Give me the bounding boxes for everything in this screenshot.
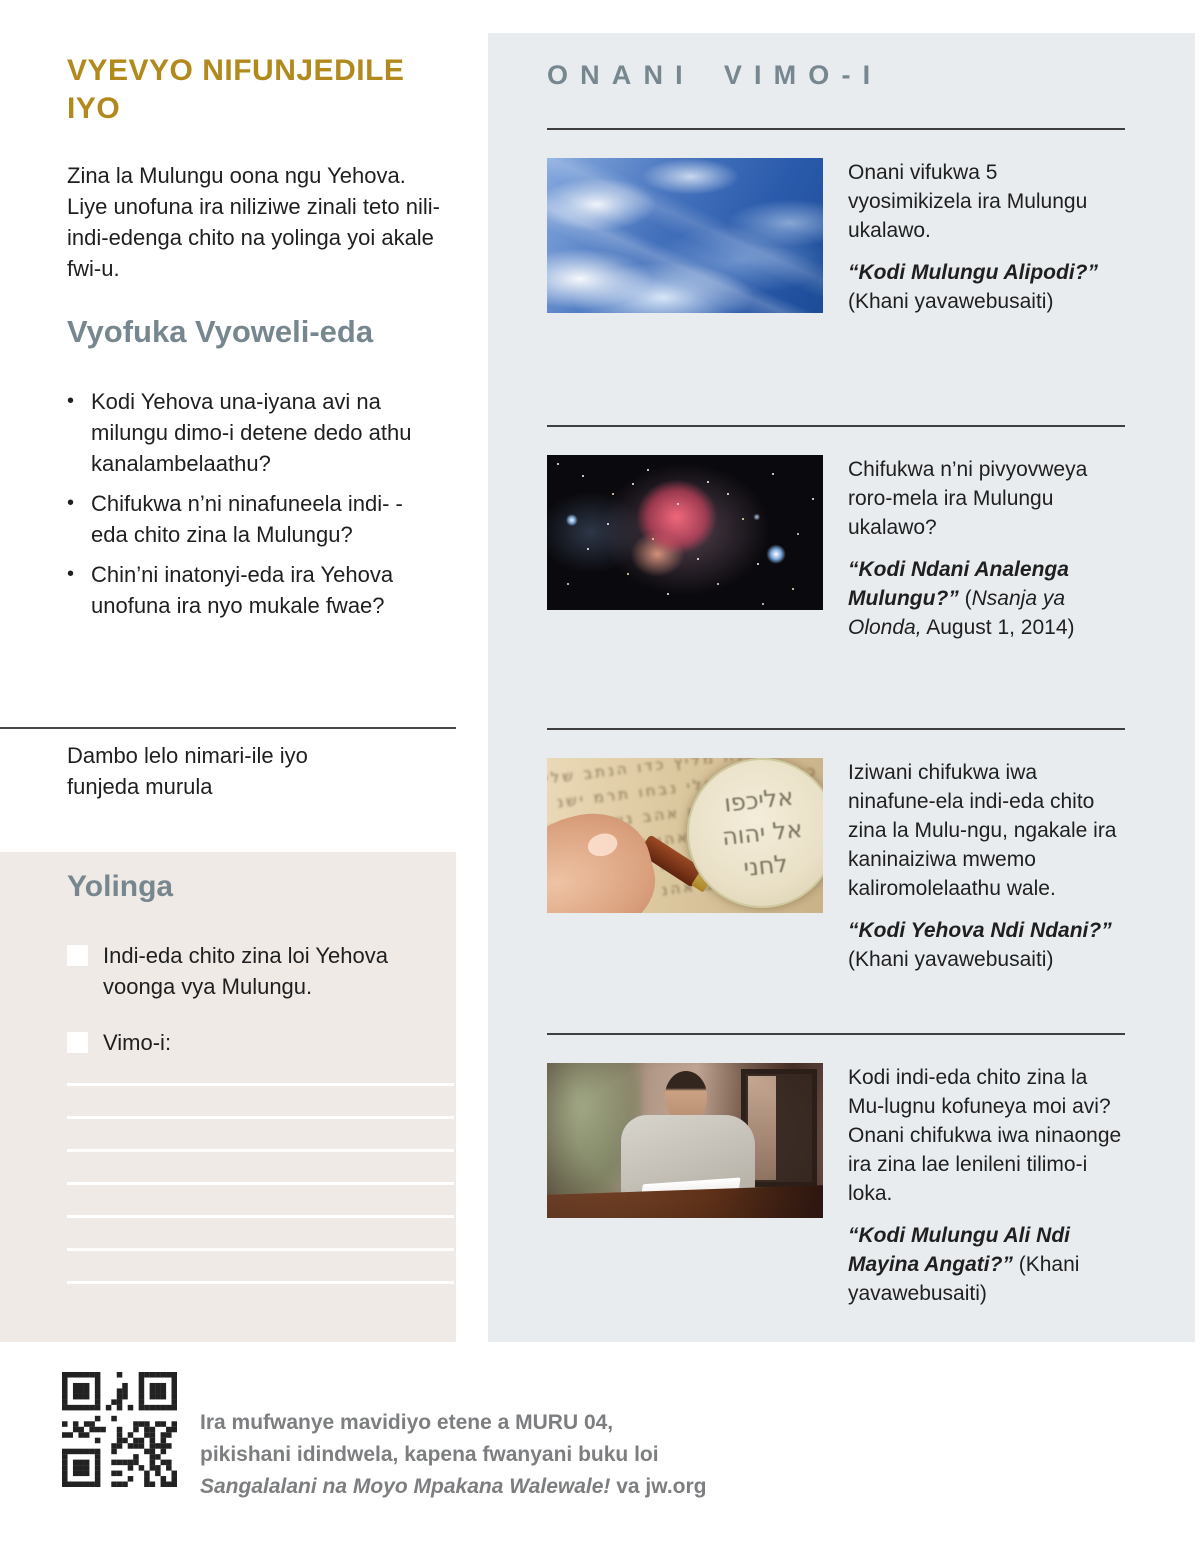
quote-source: (Khani yavawebusaiti) [848,1253,1080,1305]
question-item [67,559,427,621]
writing-line [67,1281,454,1284]
man-shirt [621,1115,755,1207]
study-note: Dambo lelo nimari-ile iyo funjeda murula [67,743,308,799]
writing-line [67,1116,454,1119]
wooden-table [547,1185,823,1218]
question-text: Chin’ni inatonyi-eda ira Yehova unofuna ira nyo mukale fwae? [91,562,394,618]
writing-line [67,1215,454,1218]
qr-code [62,1372,177,1487]
section-text [848,158,1125,316]
writing-lines [67,1083,456,1284]
section-quote [848,258,1125,316]
sky-clouds-image [547,158,823,313]
section-body: Iziwani chifukwa iwa ninafune-ela indi-eda chito zina la Mulu-ngu, ngakale ira kaninaiziwa mwemo kaliromolelaathu wale. [848,761,1117,900]
bullet-icon: • [67,492,75,514]
divider-line [0,727,456,729]
checkbox[interactable] [67,1032,88,1053]
section-quote [848,1221,1125,1308]
goal-item [67,940,456,1002]
quote-source: (Khani yavawebusaiti) [848,948,1054,971]
source-publication: Nsanja ya Olonda, [848,587,1066,639]
video-section [547,128,1125,316]
magnifying-glass-hebrew-image [547,758,823,913]
writing-line [67,1083,454,1086]
section-body: Onani vifukwa 5 vyosimikizela ira Mulungu ukalawo. [848,161,1088,242]
bullet-icon: • [67,563,75,585]
man-reading-image [547,1063,823,1218]
writing-line [67,1149,454,1152]
nebula-stars-image [547,455,823,610]
goals-heading: Yolinga [67,870,174,903]
video-section [547,1033,1125,1308]
section-text [848,758,1125,974]
section-text [848,1063,1125,1308]
writing-line [67,1182,454,1185]
quote-title: “Kodi Mulungu Ali Ndi Mayina Angati?” [848,1224,1071,1276]
goal-text: Indi-eda chito zina loi Yehova voonga vya Mulungu. [103,943,388,999]
checkbox[interactable] [67,945,88,966]
question-item [67,386,427,479]
bullet-icon: • [67,390,75,412]
questions-heading: Vyofuka Vyoweli-eda [67,314,374,349]
intro-paragraph: Zina la Mulungu oona ngu Yehova. Liye unofuna ira niliziwe zinali teto nili-indi-edenga chito na yolinga yoi akale fwi-u. [67,163,440,281]
section-quote [848,916,1125,974]
writing-line [67,1248,454,1251]
footer-line-1: Ira mufwanye mavidiyo etene a MURU 04, [200,1411,614,1434]
footer-book-title: Sangalalani na Moyo Mpakana Walewale! [200,1475,611,1498]
window-frame [741,1069,817,1187]
open-book [639,1177,740,1208]
question-text: Kodi Yehova una-iyana avi na milungu dimo-i detene dedo athu kanalambelaathu? [91,389,412,476]
videos-panel [488,33,1195,1342]
goal-item [67,1027,456,1058]
quote-title: “Kodi Yehova Ndi Ndani?” [848,919,1112,942]
question-item [67,488,427,550]
plant-decor [547,1063,643,1203]
section-body: Chifukwa n’ni pivyovweya roro-mela ira Mulungu ukalawo? [848,458,1088,539]
panel-heading: ONANI VIMO-I [547,60,883,90]
video-section [547,728,1125,974]
quote-source: (Nsanja ya Olonda, August 1, 2014) [848,587,1075,639]
question-text: Chifukwa n’ni ninafuneela indi- -eda chito zina la Mulungu? [91,491,403,547]
footer-jworg: va jw.org [610,1475,707,1498]
footer-instructions [200,1407,820,1503]
questions-list [67,386,427,630]
man-head [665,1071,707,1121]
page-title: VYEVYO NIFUNJEDILE IYO [67,54,405,125]
goal-text: Vimo-i: [103,1030,172,1055]
video-section [547,425,1125,642]
quote-title: “Kodi Mulungu Alipodi?” [848,261,1098,284]
section-text [848,455,1125,642]
quote-source: (Khani yavawebusaiti) [848,290,1054,313]
goals-box [0,852,456,1342]
section-body: Kodi indi-eda chito zina la Mu-lugnu kofuneya moi avi? Onani chifukwa iwa ninaonge ira zina lae lenileni tilimo-i loka. [848,1066,1122,1205]
quote-title: “Kodi Ndani Analenga Mulungu?” [848,558,1069,610]
section-quote [848,555,1125,642]
footer-line-2: pikishani idindwela, kapena fwanyani buku loi [200,1443,659,1466]
